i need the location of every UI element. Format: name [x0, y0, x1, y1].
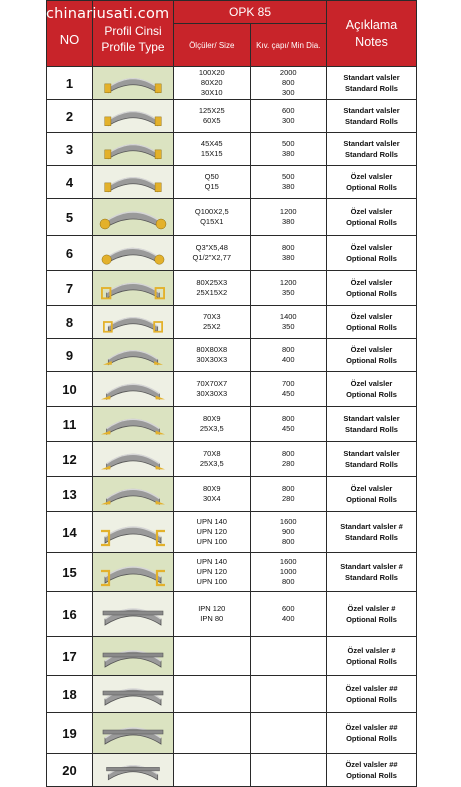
round-bar-ring-icon	[97, 167, 169, 197]
size-value: Q3"X5,48	[195, 243, 228, 252]
table-row	[47, 199, 417, 236]
flat-bar-edgeway-ring-icon	[97, 101, 169, 131]
note-text: Optional Rolls	[346, 771, 397, 780]
tee-ring-icon	[97, 408, 169, 440]
note-text: Standard Rolls	[345, 425, 398, 434]
row-number: 6	[47, 236, 93, 271]
header-machine-model: OPK 85	[174, 1, 327, 24]
min-diameter-cell	[250, 713, 327, 754]
table-row	[47, 100, 417, 133]
notes-cell	[327, 306, 417, 339]
sizes-cell	[174, 512, 251, 553]
note-text: Optional Rolls	[346, 495, 397, 504]
min-diameter-cell	[250, 637, 327, 676]
note-text: Özel valsler	[350, 278, 393, 287]
diameter-value: 1400	[279, 312, 297, 321]
table-row	[47, 676, 417, 713]
notes-cell	[327, 553, 417, 592]
min-diameter-cell	[250, 553, 327, 592]
sizes-cell	[174, 637, 251, 676]
size-value: 80X9	[202, 414, 221, 423]
profile-image-cell	[93, 553, 174, 592]
rail-ring-icon	[97, 677, 169, 711]
min-diameter-cell	[250, 67, 327, 100]
diameter-value: 280	[281, 494, 295, 503]
size-value: Q15	[204, 182, 219, 191]
notes-cell	[327, 339, 417, 372]
size-value: 70X3	[202, 312, 221, 321]
table-row	[47, 553, 417, 592]
h-beam-ring-icon	[97, 639, 169, 673]
notes-cell	[327, 271, 417, 306]
row-number: 4	[47, 166, 93, 199]
sizes-cell	[174, 166, 251, 199]
profile-image-cell	[93, 637, 174, 676]
diameter-value: 800	[281, 577, 295, 586]
size-value: 80X80X8	[196, 345, 228, 354]
sizes-cell	[174, 133, 251, 166]
sizes-cell	[174, 372, 251, 407]
size-value: 125X25	[198, 106, 225, 115]
sizes-cell	[174, 199, 251, 236]
table-row	[47, 372, 417, 407]
note-text: Optional Rolls	[346, 657, 397, 666]
diameter-value: 700	[281, 379, 295, 388]
note-text: Özel valsler #	[347, 604, 396, 613]
note-text: Standart valsler #	[340, 562, 403, 571]
profile-capacity-table	[46, 0, 417, 787]
note-text: Standart valsler	[343, 139, 400, 148]
note-text: Optional Rolls	[346, 390, 397, 399]
diameter-value: 380	[281, 253, 295, 262]
row-number: 17	[47, 637, 93, 676]
size-value: 25X15X2	[196, 288, 228, 297]
note-text: Özel valsler #	[347, 646, 396, 655]
profile-image-cell	[93, 199, 174, 236]
diameter-value: 1200	[279, 278, 297, 287]
table-row	[47, 592, 417, 637]
sizes-cell	[174, 592, 251, 637]
profile-image-cell	[93, 713, 174, 754]
sizes-cell	[174, 306, 251, 339]
notes-cell	[327, 512, 417, 553]
note-text: Standart valsler #	[340, 522, 403, 531]
diameter-value: 300	[281, 88, 295, 97]
note-text: Özel valsler ##	[345, 760, 398, 769]
diameter-value: 400	[281, 614, 295, 623]
row-number: 9	[47, 339, 93, 372]
row-number: 11	[47, 407, 93, 442]
min-diameter-cell	[250, 592, 327, 637]
diameter-value: 600	[281, 604, 295, 613]
tee-flange-out-ring-icon	[97, 478, 169, 510]
size-value: UPN 140	[196, 517, 227, 526]
note-text: Optional Rolls	[346, 289, 397, 298]
size-value: Q1/2"X2,77	[192, 253, 232, 262]
diameter-value: 1600	[279, 517, 297, 526]
note-text: Özel valsler	[350, 243, 393, 252]
flat-bar-ring-icon	[97, 68, 169, 98]
header-profile-type: Profil Cinsi Profile Type	[93, 1, 174, 67]
row-number: 13	[47, 477, 93, 512]
table-row	[47, 477, 417, 512]
diameter-value: 600	[281, 106, 295, 115]
min-diameter-cell	[250, 100, 327, 133]
profile-image-cell	[93, 133, 174, 166]
note-text: Standart valsler	[343, 73, 400, 82]
row-number: 8	[47, 306, 93, 339]
profile-image-cell	[93, 372, 174, 407]
min-diameter-cell	[250, 133, 327, 166]
profile-image-cell	[93, 754, 174, 787]
square-bar-ring-icon	[97, 134, 169, 164]
header-sizes: Ölçüler/ Size	[174, 24, 251, 67]
diameter-value: 1200	[279, 207, 297, 216]
table-row	[47, 339, 417, 372]
size-value: 60X5	[202, 116, 221, 125]
header-min-diameter: Kıv. çapı/ Min Dia.	[250, 24, 327, 67]
note-text: Özel valsler	[350, 379, 393, 388]
min-diameter-cell	[250, 236, 327, 271]
row-number: 2	[47, 100, 93, 133]
note-text: Standard Rolls	[345, 533, 398, 542]
diameter-value: 350	[281, 322, 295, 331]
size-value: 70X70X7	[196, 379, 228, 388]
row-number: 16	[47, 592, 93, 637]
row-number: 12	[47, 442, 93, 477]
min-diameter-cell	[250, 407, 327, 442]
size-value: 25X2	[202, 322, 221, 331]
profile-image-cell	[93, 67, 174, 100]
note-text: Standart valsler	[343, 106, 400, 115]
size-value: UPN 120	[196, 567, 227, 576]
min-diameter-cell	[250, 442, 327, 477]
size-value: IPN 80	[200, 614, 224, 623]
note-text: Optional Rolls	[346, 183, 397, 192]
note-text: Optional Rolls	[346, 734, 397, 743]
row-number: 3	[47, 133, 93, 166]
notes-cell	[327, 637, 417, 676]
min-diameter-cell	[250, 676, 327, 713]
size-value: UPN 100	[196, 577, 227, 586]
notes-cell	[327, 754, 417, 787]
table-row	[47, 637, 417, 676]
row-number: 7	[47, 271, 93, 306]
size-value: 30X10	[200, 88, 223, 97]
sizes-cell	[174, 339, 251, 372]
size-value: Q100X2,5	[194, 207, 229, 216]
diameter-value: 500	[281, 139, 295, 148]
watermark-text: cimacchinariusati.com	[2, 6, 170, 22]
diameter-value: 300	[281, 116, 295, 125]
angle-leg-out-ring-icon	[97, 340, 169, 370]
size-value: 80X25X3	[196, 278, 228, 287]
size-value: 30X30X3	[196, 355, 228, 364]
angle-leg-in-ring-icon	[97, 373, 169, 405]
sizes-cell	[174, 407, 251, 442]
size-value: 100X20	[198, 68, 225, 77]
sizes-cell	[174, 676, 251, 713]
note-text: Özel valsler	[350, 172, 393, 181]
min-diameter-cell	[250, 477, 327, 512]
diameter-value: 800	[281, 243, 295, 252]
note-text: Standard Rolls	[345, 460, 398, 469]
notes-cell	[327, 199, 417, 236]
min-diameter-cell	[250, 372, 327, 407]
size-value: 80X9	[202, 484, 221, 493]
profile-image-cell	[93, 676, 174, 713]
notes-cell	[327, 166, 417, 199]
notes-cell	[327, 236, 417, 271]
notes-cell	[327, 442, 417, 477]
min-diameter-cell	[250, 512, 327, 553]
sizes-cell	[174, 442, 251, 477]
notes-cell	[327, 67, 417, 100]
row-number: 19	[47, 713, 93, 754]
note-text: Özel valsler	[350, 207, 393, 216]
row-number: 14	[47, 512, 93, 553]
row-number: 15	[47, 553, 93, 592]
note-text: Özel valsler	[350, 345, 393, 354]
note-text: Özel valsler ##	[345, 723, 398, 732]
size-value: 80X20	[200, 78, 223, 87]
min-diameter-cell	[250, 339, 327, 372]
profile-image-cell	[93, 592, 174, 637]
diameter-value: 450	[281, 389, 295, 398]
diameter-value: 900	[281, 527, 295, 536]
note-text: Optional Rolls	[346, 615, 397, 624]
header-notes: Açıklama Notes	[327, 1, 417, 67]
note-text: Özel valsler	[350, 484, 393, 493]
table-row	[47, 67, 417, 100]
channel-out-ring-icon	[97, 515, 169, 549]
diameter-value: 280	[281, 459, 295, 468]
note-text: Standart valsler	[343, 414, 400, 423]
note-text: Standard Rolls	[345, 84, 398, 93]
diameter-value: 800	[281, 537, 295, 546]
note-text: Standart valsler	[343, 449, 400, 458]
note-text: Standard Rolls	[345, 117, 398, 126]
row-number: 1	[47, 67, 93, 100]
note-text: Optional Rolls	[346, 695, 397, 704]
sizes-cell	[174, 477, 251, 512]
min-diameter-cell	[250, 306, 327, 339]
row-number: 18	[47, 676, 93, 713]
table-row	[47, 271, 417, 306]
size-value: 30X30X3	[196, 389, 228, 398]
size-value: 15X15	[200, 149, 223, 158]
sizes-cell	[174, 754, 251, 787]
diameter-value: 380	[281, 217, 295, 226]
size-value: 25X3,5	[199, 424, 224, 433]
note-text: Optional Rolls	[346, 323, 397, 332]
notes-cell	[327, 133, 417, 166]
size-value: Q15X1	[200, 217, 224, 226]
profile-image-cell	[93, 339, 174, 372]
size-value: 70X8	[202, 449, 221, 458]
table-row	[47, 512, 417, 553]
sizes-cell	[174, 67, 251, 100]
note-text: Standard Rolls	[345, 150, 398, 159]
notes-cell	[327, 713, 417, 754]
i-beam-ring-icon	[97, 597, 169, 631]
note-text: Optional Rolls	[346, 356, 397, 365]
diameter-value: 800	[281, 345, 295, 354]
profile-image-cell	[93, 306, 174, 339]
special-profile-ring-icon	[97, 755, 169, 785]
size-value: UPN 100	[196, 537, 227, 546]
size-value: Q50	[204, 172, 219, 181]
profile-image-cell	[93, 236, 174, 271]
profile-image-cell	[93, 100, 174, 133]
size-value: 25X3,5	[199, 459, 224, 468]
size-value: UPN 120	[196, 527, 227, 536]
min-diameter-cell	[250, 271, 327, 306]
diameter-value: 500	[281, 172, 295, 181]
sizes-cell	[174, 100, 251, 133]
row-number: 5	[47, 199, 93, 236]
size-value: UPN 140	[196, 557, 227, 566]
min-diameter-cell	[250, 754, 327, 787]
diameter-value: 2000	[279, 68, 297, 77]
round-tube-ring-icon	[97, 200, 169, 234]
diameter-value: 400	[281, 355, 295, 364]
table-row	[47, 407, 417, 442]
profile-image-cell	[93, 271, 174, 306]
diameter-value: 1000	[279, 567, 297, 576]
note-text: Özel valsler	[350, 312, 393, 321]
table-row	[47, 442, 417, 477]
profile-image-cell	[93, 166, 174, 199]
sizes-cell	[174, 553, 251, 592]
pipe-ring-icon	[97, 237, 169, 269]
notes-cell	[327, 676, 417, 713]
size-value: 30X4	[202, 494, 221, 503]
row-number: 10	[47, 372, 93, 407]
sizes-cell	[174, 713, 251, 754]
profile-image-cell	[93, 407, 174, 442]
diameter-value: 800	[281, 78, 295, 87]
tee-flange-in-ring-icon	[97, 443, 169, 475]
diameter-value: 800	[281, 449, 295, 458]
notes-cell	[327, 477, 417, 512]
sizes-cell	[174, 271, 251, 306]
profile-image-cell	[93, 512, 174, 553]
square-tube-ring-icon	[97, 307, 169, 337]
table-row	[47, 236, 417, 271]
min-diameter-cell	[250, 166, 327, 199]
size-value: 45X45	[200, 139, 223, 148]
channel-in-ring-icon	[97, 555, 169, 589]
row-number: 20	[47, 754, 93, 787]
table-row	[47, 306, 417, 339]
note-text: Optional Rolls	[346, 254, 397, 263]
diameter-value: 450	[281, 424, 295, 433]
diameter-value: 350	[281, 288, 295, 297]
table-row	[47, 133, 417, 166]
diameter-value: 1600	[279, 557, 297, 566]
diameter-value: 380	[281, 149, 295, 158]
notes-cell	[327, 407, 417, 442]
notes-cell	[327, 372, 417, 407]
half-round-ring-icon	[97, 716, 169, 750]
rectangular-tube-ring-icon	[97, 272, 169, 304]
note-text: Özel valsler ##	[345, 684, 398, 693]
profile-image-cell	[93, 477, 174, 512]
min-diameter-cell	[250, 199, 327, 236]
sizes-cell	[174, 236, 251, 271]
table-row	[47, 166, 417, 199]
table-row	[47, 754, 417, 787]
size-value: IPN 120	[198, 604, 226, 613]
table-row	[47, 713, 417, 754]
note-text: Standard Rolls	[345, 573, 398, 582]
diameter-value: 800	[281, 414, 295, 423]
diameter-value: 800	[281, 484, 295, 493]
notes-cell	[327, 100, 417, 133]
profile-image-cell	[93, 442, 174, 477]
note-text: Optional Rolls	[346, 218, 397, 227]
header-no: NO	[47, 1, 93, 67]
notes-cell	[327, 592, 417, 637]
diameter-value: 380	[281, 182, 295, 191]
